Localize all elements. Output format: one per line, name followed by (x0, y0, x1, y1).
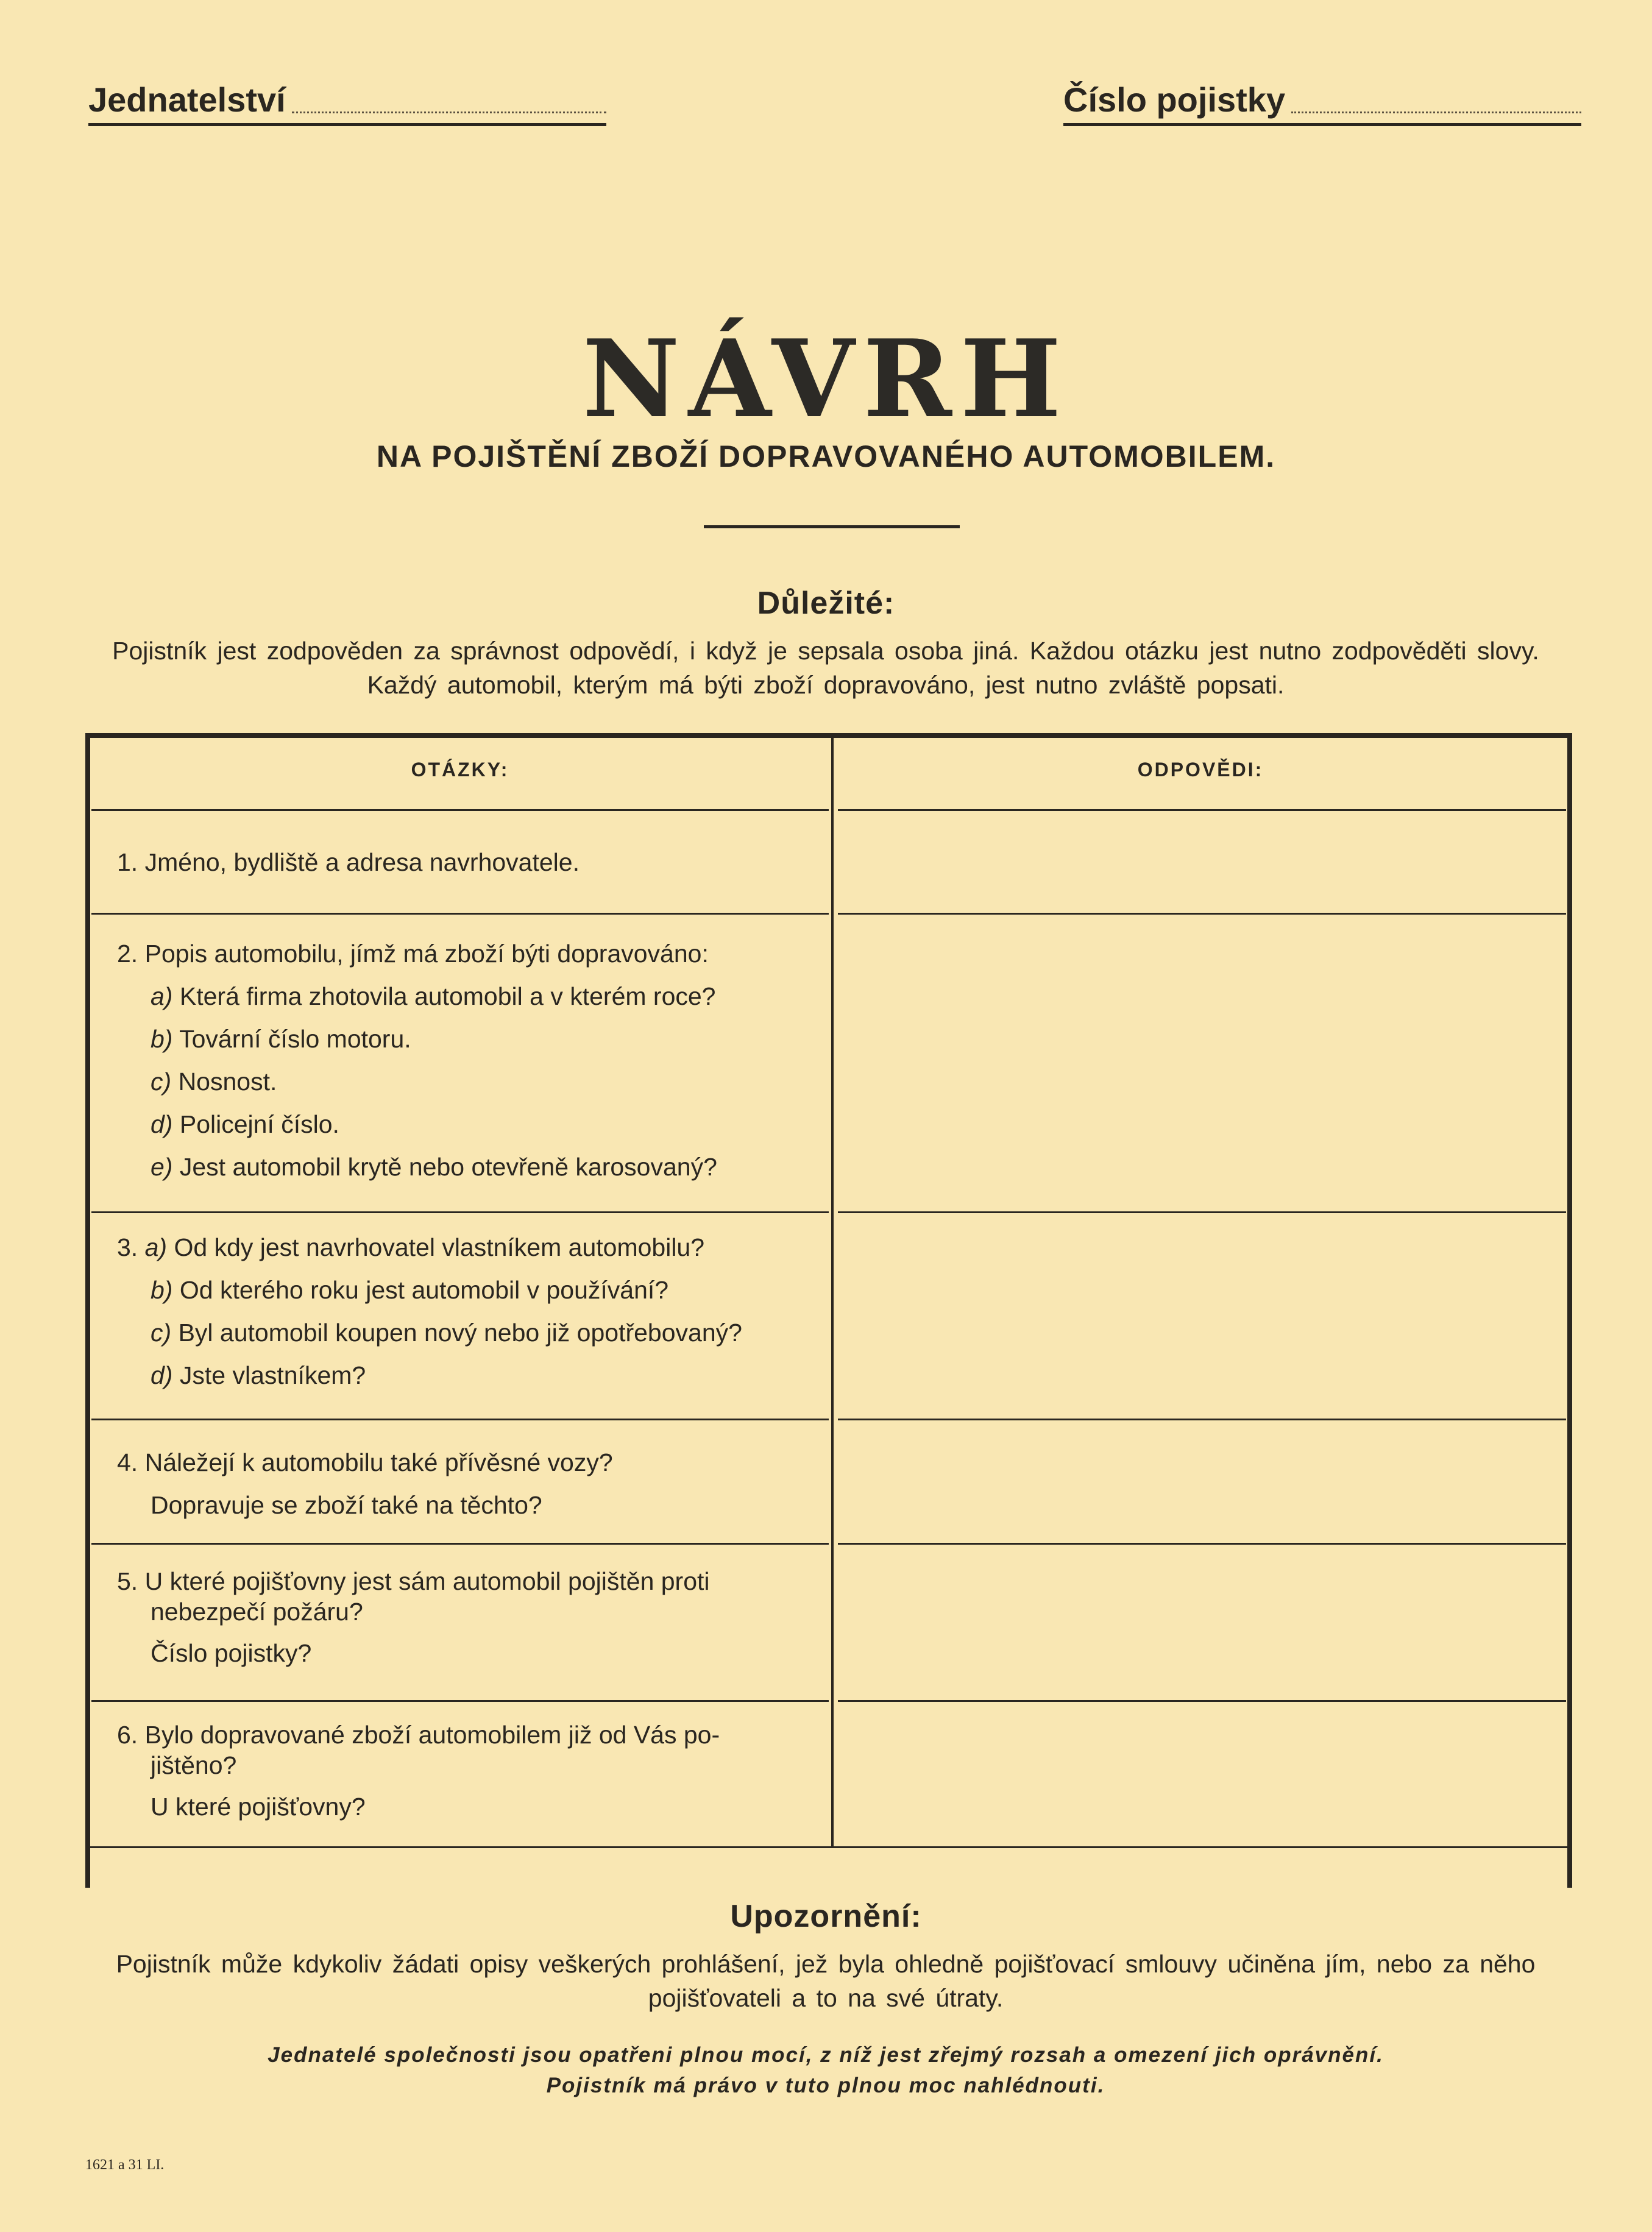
important-line-1: Pojistník jest zodpověden za správnost odpovědí, i když je sepsala osoba jiná. Každou otázku jest nutno zodpověděti slovy. (112, 637, 1539, 665)
agency-label: Jednatelství (88, 80, 286, 119)
question-2 (117, 932, 812, 1188)
question-6 (117, 1720, 812, 1828)
question-text: U které pojišťovny jest sám automobil pojištěn proti (144, 1567, 710, 1595)
questions-column-header: OTÁZKY: (411, 759, 509, 781)
answers-column-header: ODPOVĚDI: (1137, 759, 1264, 781)
sub-question-text: Tovární číslo motoru. (179, 1025, 411, 1053)
row-divider (838, 1543, 1566, 1545)
sub-letter: b) (151, 1025, 173, 1053)
important-text (73, 634, 1578, 702)
sub-letter: e) (151, 1153, 173, 1181)
authority-note-line-2: Pojistník má právo v tuto plnou moc nahlédnouti. (546, 2074, 1105, 2097)
row-divider (91, 1543, 829, 1545)
question-4 (117, 1441, 812, 1526)
sub-letter: a) (144, 1233, 168, 1261)
question-text: Jméno, bydliště a adresa navrhovatele. (144, 848, 580, 876)
row-divider (838, 1211, 1566, 1213)
row-divider (91, 913, 829, 915)
header-divider-left (91, 809, 829, 811)
column-divider (831, 738, 834, 1847)
agency-field[interactable] (88, 79, 606, 126)
warning-text (73, 1947, 1578, 2015)
row-divider (838, 1419, 1566, 1420)
sub-question-text: Policejní číslo. (179, 1110, 339, 1138)
sub-question-text: Od kterého roku jest automobil v používání? (179, 1276, 669, 1304)
authority-note-line-1: Jednatelé společnosti jsou opatřeni plnou mocí, z níž jest zřejmý rozsah a omezení jich oprávnění. (268, 2043, 1384, 2067)
sub-question-text: Nosnost. (178, 1068, 277, 1096)
sub-letter: d) (151, 1110, 173, 1138)
question-5 (117, 1566, 812, 1674)
row-divider (91, 1700, 829, 1702)
sub-letter: c) (151, 1319, 172, 1347)
policy-number-field[interactable] (1063, 79, 1581, 126)
authority-note (73, 2040, 1578, 2101)
row-divider (838, 1700, 1566, 1702)
question-text: U které pojišťovny? (151, 1793, 366, 1821)
question-text: nebezpečí požáru? (151, 1598, 363, 1626)
row-divider (838, 913, 1566, 915)
sub-question-text: Která firma zhotovila automobil a v kterém roce? (179, 982, 716, 1010)
question-text: Popis automobilu, jímž má zboží býti dopravováno: (144, 940, 709, 968)
answer-cell-1[interactable] (838, 813, 1566, 911)
question-number: 5. (117, 1567, 138, 1595)
header-divider-right (838, 809, 1566, 811)
sub-question-text: Byl automobil koupen nový nebo již opotřebovaný? (178, 1319, 742, 1347)
title-divider (704, 525, 960, 528)
sub-letter: b) (151, 1276, 173, 1304)
question-number: 1. (117, 848, 138, 876)
answer-cell-3[interactable] (838, 1216, 1566, 1417)
warning-line-1: Pojistník může kdykoliv žádati opisy veškerých prohlášení, jež byla ohledně pojišťovací smlouvy učiněna jím, nebo za něho (116, 1950, 1536, 1978)
sub-question-text: Od kdy jest navrhovatel vlastníkem automobilu? (174, 1233, 705, 1261)
sub-letter: d) (151, 1361, 173, 1389)
warning-line-2: pojišťovateli a to na své útraty. (648, 1984, 1004, 2012)
answer-cell-2[interactable] (838, 917, 1566, 1210)
question-text: Bylo dopravované zboží automobilem již od Vás po- (144, 1721, 720, 1749)
important-heading: Důležité: (757, 586, 895, 621)
question-text: Dopravuje se zboží také na těchto? (151, 1491, 542, 1519)
answer-cell-5[interactable] (838, 1548, 1566, 1697)
policy-number-dotted-line (1291, 112, 1581, 113)
table-bottom-line (85, 1846, 1572, 1848)
question-number: 2. (117, 940, 138, 968)
sub-letter: c) (151, 1068, 172, 1096)
document-title: NÁVRH (582, 317, 1070, 442)
answer-cell-6[interactable] (838, 1704, 1566, 1844)
row-divider (91, 1419, 829, 1420)
policy-number-label: Číslo pojistky (1063, 80, 1286, 119)
sub-question-text: Jest automobil krytě nebo otevřeně karosovaný? (179, 1153, 717, 1181)
print-code: 1621 a 31 LI. (85, 2157, 165, 2173)
important-line-2: Každý automobil, kterým má býti zboží dopravováno, jest nutno zvláště popsati. (367, 671, 1285, 699)
warning-heading: Upozornění: (730, 1899, 922, 1934)
agency-dotted-line (292, 112, 606, 113)
question-number: 3. (117, 1233, 138, 1261)
question-text: Náležejí k automobilu také přívěsné vozy? (144, 1448, 613, 1476)
question-3 (117, 1226, 812, 1397)
answer-cell-4[interactable] (838, 1423, 1566, 1542)
question-number: 4. (117, 1448, 138, 1476)
question-text: jištěno? (151, 1751, 237, 1779)
row-divider (91, 1211, 829, 1213)
document-subtitle: NA POJIŠTĚNÍ ZBOŽÍ DOPRAVOVANÉHO AUTOMOBILEM. (376, 439, 1276, 473)
sub-question-text: Jste vlastníkem? (179, 1361, 366, 1389)
question-1 (117, 841, 812, 884)
sub-letter: a) (151, 982, 173, 1010)
question-number: 6. (117, 1721, 138, 1749)
question-text: Číslo pojistky? (151, 1639, 312, 1667)
